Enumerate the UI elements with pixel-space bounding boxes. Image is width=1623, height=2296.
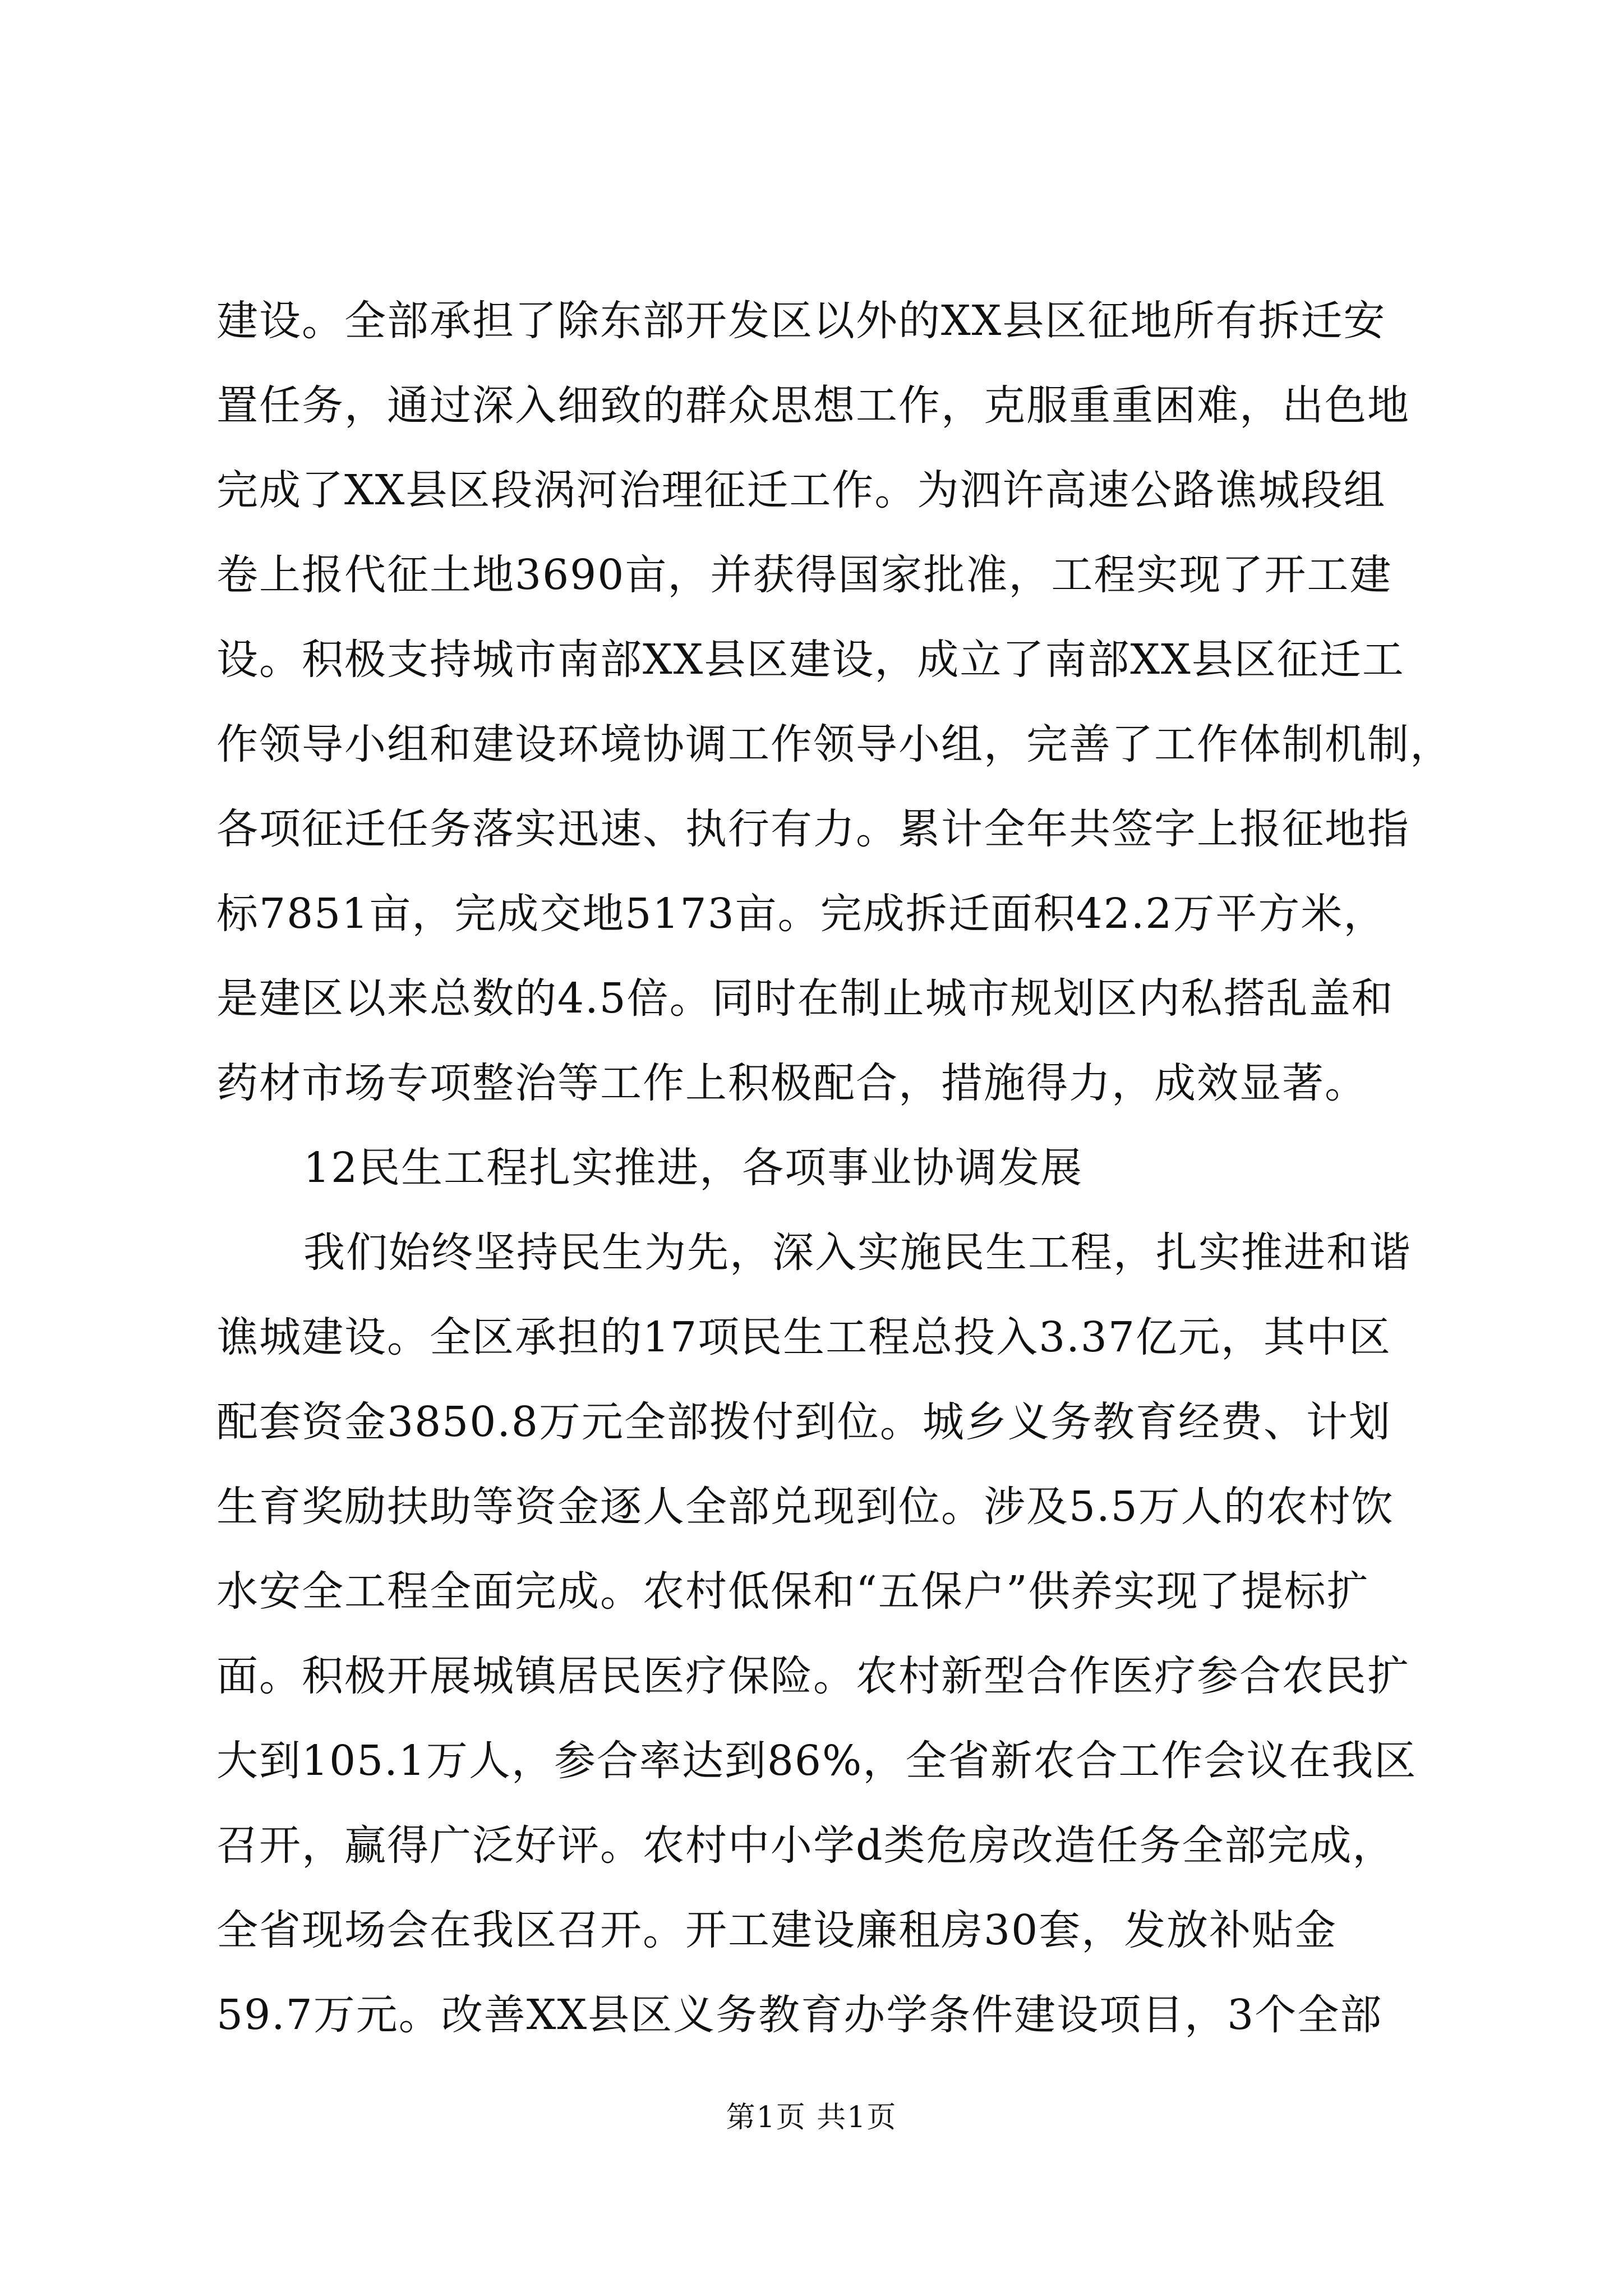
text-line: 作领导小组和建设环境协调工作领导小组，完善了工作体制机制， xyxy=(216,720,1453,769)
text-line: 建设。全部承担了除东部开发区以外的XX县区征地所有拆迁安 xyxy=(216,297,1386,345)
text-line: 药材市场专项整治等工作上积极配合，措施得力，成效显著。 xyxy=(216,1059,1367,1107)
text-line: 水安全工程全面完成。农村低保和“五保户”供养实现了提标扩 xyxy=(216,1567,1370,1616)
text-line: 大到105.1万人，参合率达到86%，全省新农合工作会议在我区 xyxy=(216,1737,1417,1785)
text-line: 面。积极开展城镇居民医疗保险。农村新型合作医疗参合农民扩 xyxy=(216,1652,1410,1700)
text-line: 卷上报代征土地3690亩，并获得国家批准，工程实现了开工建 xyxy=(216,551,1393,599)
body-text xyxy=(216,292,1453,2070)
text-line: 生育奖励扶助等资金逐人全部兑现到位。涉及5.5万人的农村饮 xyxy=(216,1483,1394,1531)
text-line: 我们始终坚持民生为先，深入实施民生工程，扎实推进和谐 xyxy=(303,1228,1412,1277)
text-line: 设。积极支持城市南部XX县区建设，成立了南部XX县区征迁工 xyxy=(216,636,1405,684)
text-line: 各项征迁任务落实迅速、执行有力。累计全年共签字上报征地指 xyxy=(216,805,1410,853)
text-line: 标7851亩，完成交地5173亩。完成拆迁面积42.2万平方米， xyxy=(216,890,1386,938)
text-line: 谯城建设。全区承担的17项民生工程总投入3.37亿元，其中区 xyxy=(216,1313,1391,1361)
text-line: 配套资金3850.8万元全部拨付到位。城乡义务教育经费、计划 xyxy=(216,1398,1391,1446)
text-line: 召开，赢得广泛好评。农村中小学d类危房改造任务全部完成， xyxy=(216,1821,1395,1870)
page-footer: 第1页 共1页 xyxy=(726,2101,897,2134)
text-line: 59.7万元。改善XX县区义务教育办学条件建设项目，3个全部 xyxy=(216,1991,1383,2039)
text-line: 完成了XX县区段涡河治理征迁工作。为泗许高速公路谯城段组 xyxy=(216,466,1386,514)
text-line: 12民生工程扎实推进，各项事业协调发展 xyxy=(303,1144,1083,1192)
text-line: 置任务，通过深入细致的群众思想工作，克服重重困难，出色地 xyxy=(216,381,1410,430)
text-line: 全省现场会在我区召开。开工建设廉租房30套，发放补贴金 xyxy=(216,1906,1338,1954)
text-line: 是建区以来总数的4.5倍。同时在制止城市规划区内私搭乱盖和 xyxy=(216,974,1394,1023)
